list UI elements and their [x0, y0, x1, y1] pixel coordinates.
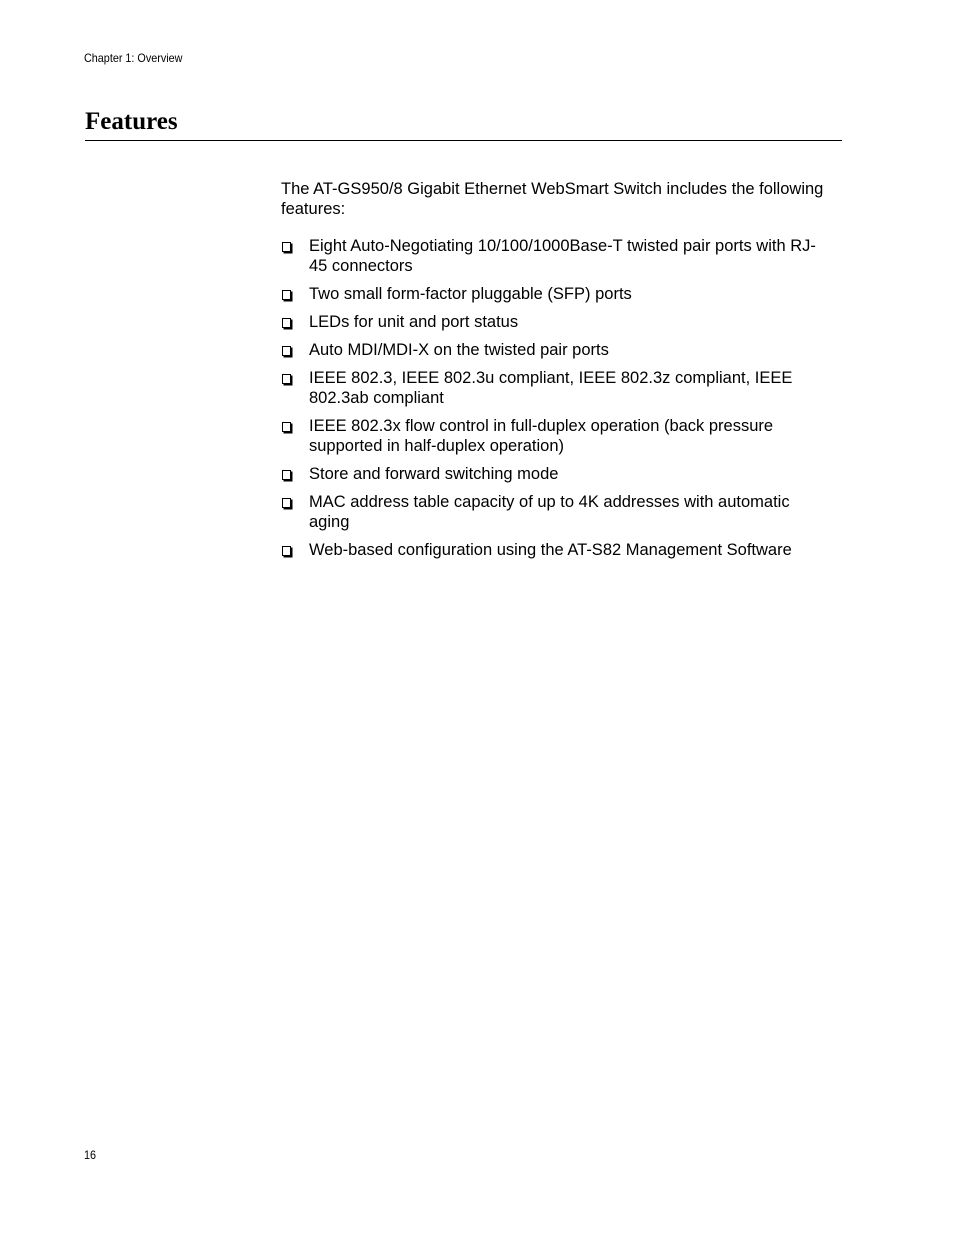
- feature-item: [281, 540, 826, 560]
- checkbox-icon: [282, 546, 291, 556]
- feature-text: IEEE 802.3, IEEE 802.3u compliant, IEEE 802.3z compliant, IEEE 802.3ab compliant: [309, 369, 793, 407]
- running-header: Chapter 1: Overview: [84, 51, 183, 65]
- feature-item: [281, 312, 826, 332]
- checkbox-icon: [282, 290, 291, 300]
- content-body: [281, 179, 826, 568]
- feature-item: [281, 368, 826, 408]
- feature-item: [281, 340, 826, 360]
- intro-paragraph: The AT-GS950/8 Gigabit Ethernet WebSmart Switch includes the following features:: [281, 180, 824, 218]
- checkbox-icon: [282, 242, 291, 252]
- feature-item: [281, 416, 826, 456]
- feature-item: [281, 284, 826, 304]
- feature-text: Auto MDI/MDI-X on the twisted pair ports: [309, 341, 609, 359]
- feature-text: Eight Auto-Negotiating 10/100/1000Base-T twisted pair ports with RJ-45 connectors: [309, 237, 816, 275]
- feature-text: LEDs for unit and port status: [309, 313, 519, 331]
- feature-item: [281, 492, 826, 532]
- feature-item: [281, 236, 826, 276]
- checkbox-icon: [282, 498, 291, 508]
- checkbox-icon: [282, 318, 291, 328]
- checkbox-icon: [282, 374, 291, 384]
- page-number: 16: [84, 1148, 97, 1162]
- checkbox-icon: [282, 422, 291, 432]
- feature-text: MAC address table capacity of up to 4K addresses with automatic aging: [309, 493, 790, 531]
- section-title: Features: [85, 108, 178, 135]
- feature-list: [281, 236, 826, 560]
- feature-item: [281, 464, 826, 484]
- feature-text: Store and forward switching mode: [309, 465, 559, 483]
- title-rule: [85, 140, 842, 141]
- feature-text: Two small form-factor pluggable (SFP) ports: [309, 285, 632, 303]
- checkbox-icon: [282, 346, 291, 356]
- checkbox-icon: [282, 470, 291, 480]
- feature-text: Web-based configuration using the AT-S82 Management Software: [309, 541, 792, 559]
- feature-text: IEEE 802.3x flow control in full-duplex operation (back pressure supported in half-duplex operation): [309, 417, 774, 455]
